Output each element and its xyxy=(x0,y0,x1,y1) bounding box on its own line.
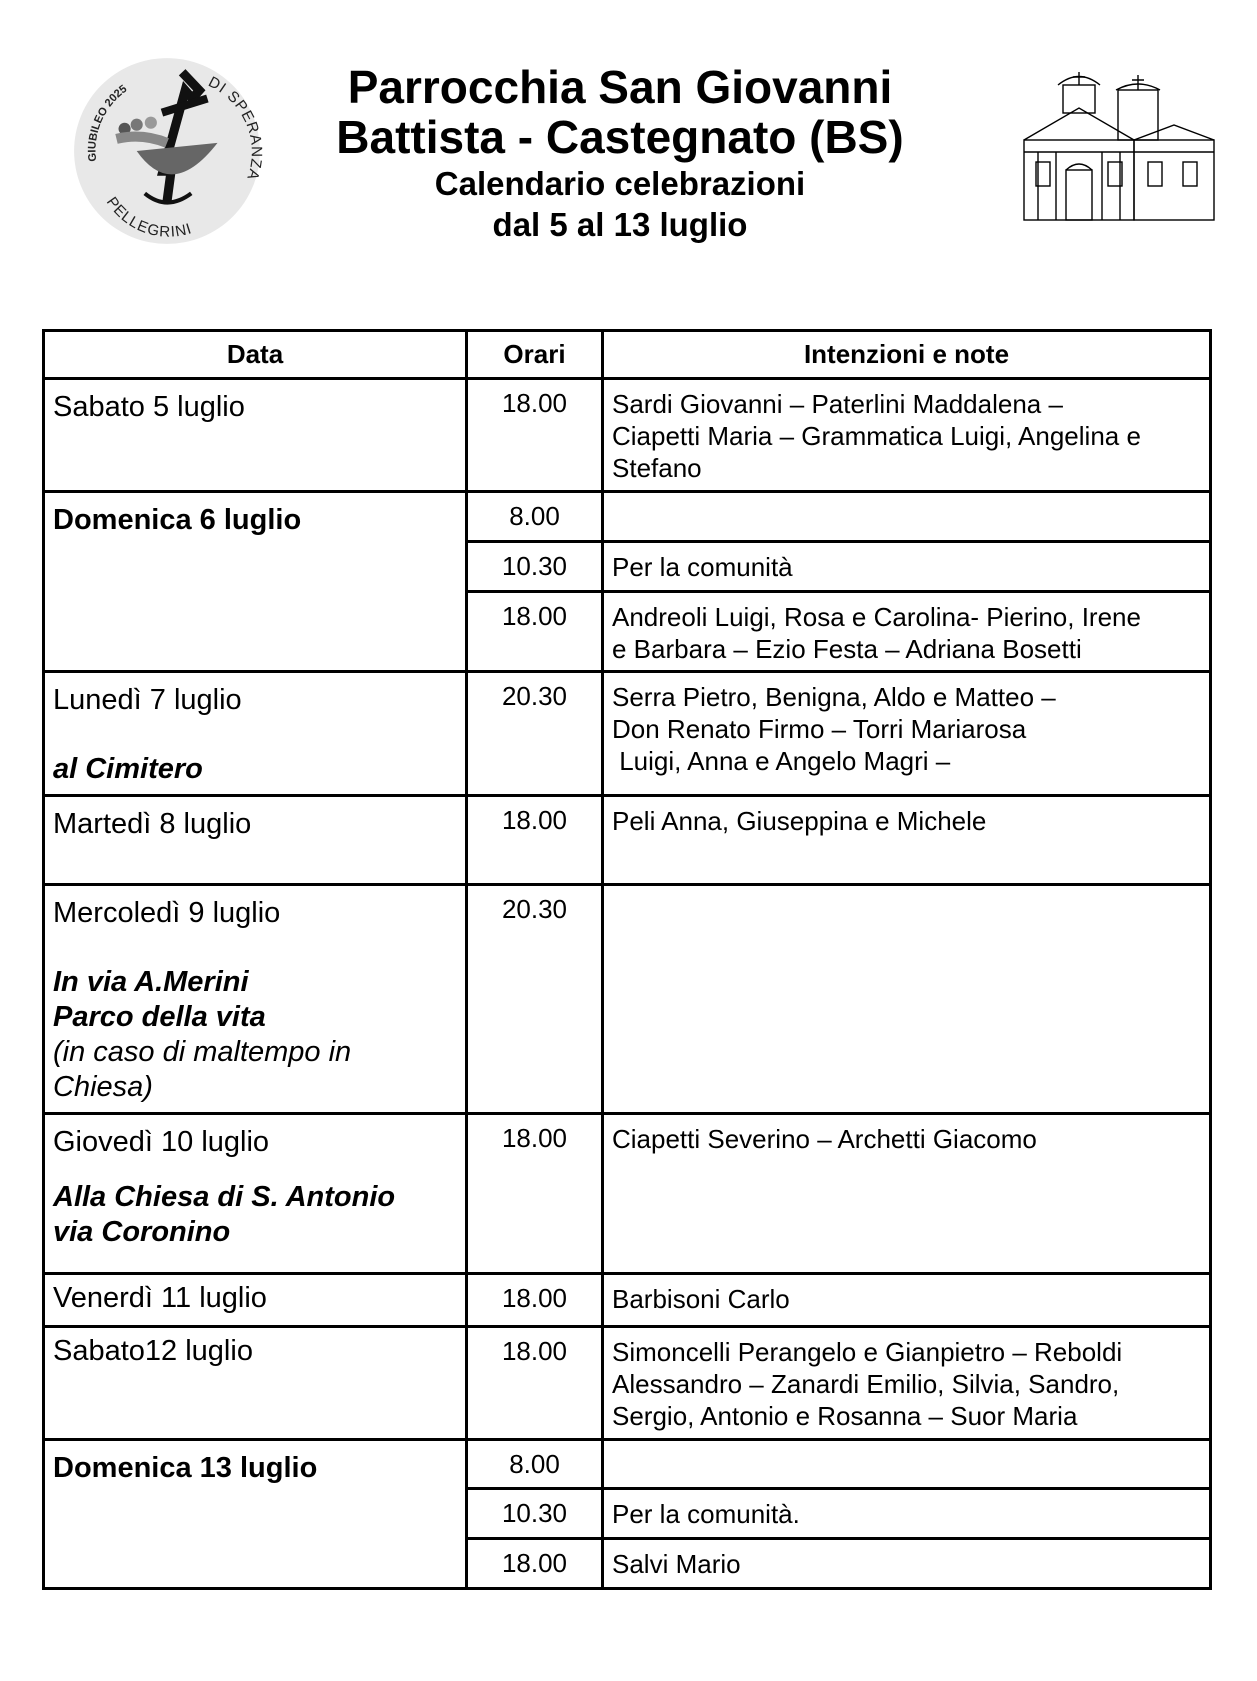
location-note: via Coronino xyxy=(53,1216,231,1248)
table-row xyxy=(44,1114,1211,1274)
table-row xyxy=(44,672,1211,796)
table-row xyxy=(44,379,1211,492)
weather-note: Chiesa) xyxy=(53,1071,153,1103)
table-row xyxy=(44,1274,1211,1327)
table-row xyxy=(44,1327,1211,1440)
time-cell: 10.30 xyxy=(501,1498,568,1528)
logo-top-text: GIUBILEO 2025 xyxy=(86,82,130,163)
time-cell: 20.30 xyxy=(501,681,568,711)
intention-line: Stefano xyxy=(612,453,702,483)
day-label: Sabato12 luglio xyxy=(53,1335,253,1367)
time-cell: 8.00 xyxy=(509,501,560,531)
weather-note: (in caso di maltempo in xyxy=(53,1036,352,1068)
location-note: Alla Chiesa di S. Antonio xyxy=(53,1181,396,1213)
intention-line: Alessandro – Zanardi Emilio, Silvia, Sandro, xyxy=(612,1369,1120,1399)
celebrations-table xyxy=(42,329,1212,1590)
time-cell: 10.30 xyxy=(501,551,568,581)
page-header xyxy=(300,62,940,244)
day-label: Sabato 5 luglio xyxy=(53,391,245,423)
intention-line: Serra Pietro, Benigna, Aldo e Matteo – xyxy=(612,682,1056,712)
intention-line: Barbisoni Carlo xyxy=(612,1284,790,1314)
church-drawing-icon xyxy=(1018,70,1218,222)
location-note: Parco della vita xyxy=(53,1001,266,1033)
table-row xyxy=(44,796,1211,885)
table-row xyxy=(44,492,1211,542)
intention-line: Simoncelli Perangelo e Gianpietro – Reboldi xyxy=(612,1337,1123,1367)
subtitle-line-1: Calendario celebrazioni xyxy=(434,165,806,202)
logo-side-text: DI SPERANZA xyxy=(205,73,265,183)
intention-line: Andreoli Luigi, Rosa e Carolina- Pierino, Irene xyxy=(612,602,1141,632)
time-cell: 18.00 xyxy=(501,805,568,835)
time-cell: 18.00 xyxy=(501,1548,568,1578)
intention-line: Per la comunità xyxy=(612,552,793,582)
intention-line: Ciapetti Maria – Grammatica Luigi, Angelina e xyxy=(612,421,1141,451)
day-label: Mercoledì 9 luglio xyxy=(53,897,281,929)
logo-bottom-text: PELLEGRINI xyxy=(102,193,195,241)
intention-line: Peli Anna, Giuseppina e Michele xyxy=(612,806,987,836)
jubilee-logo-icon xyxy=(66,50,268,252)
header-orari: Orari xyxy=(467,331,603,379)
intention-line: e Barbara – Ezio Festa – Adriana Bosetti xyxy=(612,634,1082,664)
day-label: Martedì 8 luglio xyxy=(53,808,252,840)
intention-line: Sardi Giovanni – Paterlini Maddalena – xyxy=(612,389,1063,419)
time-cell: 18.00 xyxy=(501,601,568,631)
table-row xyxy=(44,1440,1211,1489)
table-row xyxy=(44,885,1211,1114)
time-cell: 18.00 xyxy=(501,1283,568,1313)
intention-line: Luigi, Anna e Angelo Magri – xyxy=(612,746,951,776)
intention-line: Salvi Mario xyxy=(612,1549,741,1579)
time-cell: 18.00 xyxy=(501,1123,568,1153)
day-label: Giovedì 10 luglio xyxy=(53,1126,270,1158)
time-cell: 18.00 xyxy=(501,1336,568,1366)
time-cell: 20.30 xyxy=(501,894,568,924)
day-label: Venerdì 11 luglio xyxy=(53,1282,267,1314)
header-intenzioni: Intenzioni e note xyxy=(603,331,1211,379)
time-cell: 8.00 xyxy=(509,1449,560,1479)
subtitle-line-2: dal 5 al 13 luglio xyxy=(492,206,748,243)
day-label: Lunedì 7 luglio xyxy=(53,684,242,716)
day-label: Domenica 13 luglio xyxy=(53,1452,318,1484)
title-line-2: Battista - Castegnato (BS) xyxy=(336,111,904,163)
intention-line: Don Renato Firmo – Torri Mariarosa xyxy=(612,714,1027,744)
intention-line: Per la comunità. xyxy=(612,1499,800,1529)
header-data: Data xyxy=(44,331,467,379)
day-label: Domenica 6 luglio xyxy=(53,504,302,536)
time-cell: 18.00 xyxy=(501,388,568,418)
location-note: al Cimitero xyxy=(53,753,203,785)
intention-line: Ciapetti Severino – Archetti Giacomo xyxy=(612,1124,1037,1154)
intention-line: Sergio, Antonio e Rosanna – Suor Maria xyxy=(612,1401,1078,1431)
table-header-row xyxy=(44,331,1211,379)
location-note: In via A.Merini xyxy=(53,966,249,998)
title-line-1: Parrocchia San Giovanni xyxy=(347,61,893,113)
